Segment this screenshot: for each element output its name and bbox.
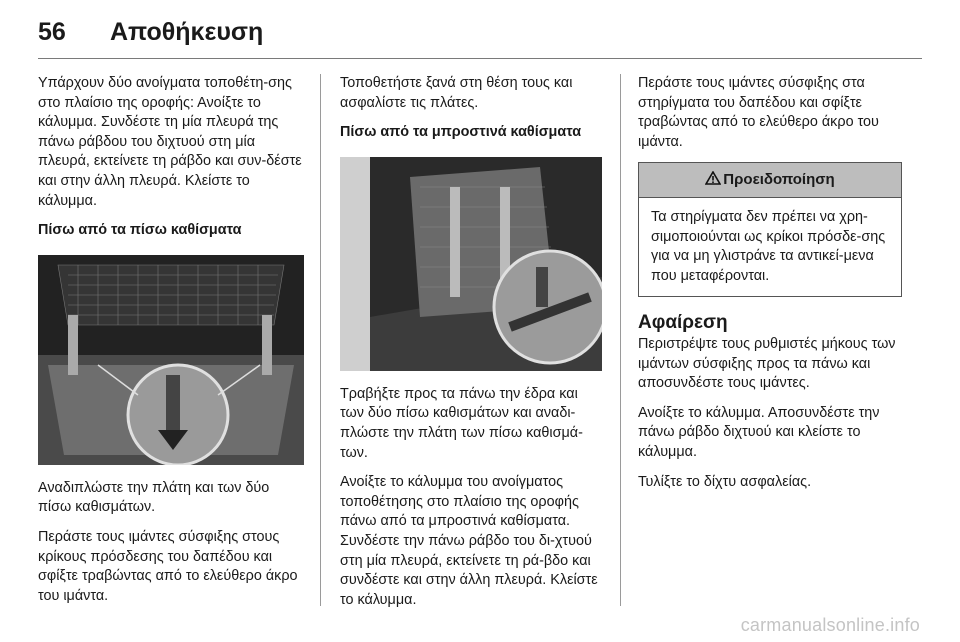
column-divider-1 (320, 74, 321, 606)
paragraph: Περιστρέψτε τους ρυθμιστές μήκους των ιμάντων σύσφιξης προς τα πάνω και αποσυνδέστε τους ιμάντες. (638, 335, 896, 392)
paragraph: Τοποθετήστε ξανά στη θέση τους και ασφαλίστε τις πλάτες. (340, 75, 573, 111)
paragraph: Τραβήξτε προς τα πάνω την έδρα και των δύο πίσω καθισμάτων και αναδι-πλώστε την πλάτη των πίσω καθισμά-των. (340, 385, 583, 461)
warning-text: Τα στηρίγματα δεν πρέπει να χρη-σιμοποιούνται ως κρίκοι πρόσδε-σης για να μη γλιστράνε τα αντικεί-μενα που μεταφέρονται. (651, 208, 886, 284)
paragraph: Υπάρχουν δύο ανοίγματα τοποθέτη-σης στο πλαίσιο της οροφής: Ανοίξτε το κάλυμμα. Συνδέστε τη μία πλευρά της πάνω ράβδου του διχτυού στη μία πλευρά, εκτείνετε τη ράβδο και συν-δέστε και στην άλλη πλευρά. Κλείστε το κάλυμμα. (38, 75, 302, 209)
watermark: carmanualsonline.info (740, 615, 920, 635)
paragraph: Ανοίξτε το κάλυμμα. Αποσυνδέστε την πάνω ράβδο διχτυού και κλείστε το κάλυμμα. (638, 404, 880, 460)
page-number: 56 (38, 18, 66, 46)
column-1 (38, 74, 306, 616)
illustration-front-seats (340, 157, 602, 371)
column-2 (340, 74, 604, 620)
warning-title: Προειδοποίηση (723, 171, 835, 189)
section-heading-front-seats: Πίσω από τα μπροστινά καθίσματα (340, 124, 582, 141)
warning-box (638, 162, 902, 297)
paragraph: Τυλίξτε το δίχτυ ασφαλείας. (638, 473, 812, 490)
paragraph: Ανοίξτε το κάλυμμα του ανοίγματος τοποθέτησης στο πλαίσιο της οροφής πάνω από τα μπροστινά καθίσματα. Συνδέστε την πάνω ράβδο του δι-χτυού στη μία πλευρά, εκτείνετε τη ρά-βδο και συνδέστε και στην άλλη πλευρά. Κλείστε το κάλυμμα. (340, 474, 598, 608)
page-title: Αποθήκευση (110, 18, 264, 46)
warning-icon (705, 170, 721, 190)
section-heading-rear-seats: Πίσω από τα πίσω καθίσματα (38, 222, 242, 239)
warning-header (639, 163, 901, 198)
section-heading-removal: Αφαίρεση (638, 312, 728, 334)
column-3 (638, 74, 902, 502)
paragraph: Περάστε τους ιμάντες σύσφιξης στους κρίκους πρόσδεσης του δαπέδου και σφίξτε τραβώντας από το ελεύθερο άκρο του ιμάντα. (38, 528, 298, 604)
header-rule (38, 58, 922, 59)
paragraph: Αναδιπλώστε την πλάτη και των δύο πίσω καθισμάτων. (38, 479, 270, 516)
paragraph: Περάστε τους ιμάντες σύσφιξης στα στηρίγματα του δαπέδου και σφίξτε τραβώντας από το ελεύθερο άκρο του ιμάντα. (638, 75, 879, 150)
page-header (38, 14, 922, 54)
column-divider-2 (620, 74, 621, 606)
illustration-rear-seats (38, 255, 304, 465)
